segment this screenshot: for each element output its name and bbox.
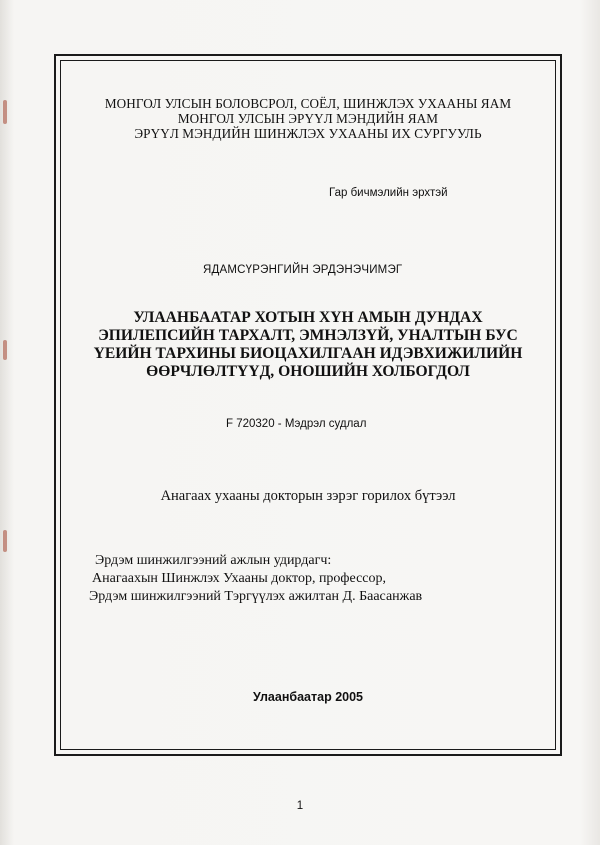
advisor-line: Эрдэм шинжилгээний Тэргүүлэх ажилтан Д. Баасанжав [89, 589, 423, 604]
advisor-block [89, 552, 423, 606]
institution-header [60, 96, 556, 141]
institution-line: ЭРҮҮЛ МЭНДИЙН ШИНЖЛЭХ УХААНЫ ИХ СУРГУУЛЬ [134, 126, 482, 141]
title-line: ҮЕИЙН ТАРХИНЫ БИОЦАХИЛГААН ИДЭВХИЖИЛИЙН [93, 345, 523, 362]
title-line: ӨӨРЧЛӨЛТҮҮД, ОНОШИЙН ХОЛБОГДОЛ [146, 363, 470, 380]
binder-mark [3, 340, 7, 360]
author-name: ЯДАМСҮРЭНГИЙН ЭРДЭНЭЧИМЭГ [203, 264, 403, 276]
title-line: ЭПИЛЕПСИЙН ТАРХАЛТ, ЭМНЭЛЗҮЙ, УНАЛТЫН БУС [98, 327, 518, 344]
institution-line: МОНГОЛ УЛСЫН БОЛОВСРОЛ, СОЁЛ, ШИНЖЛЭХ УХААНЫ ЯАМ [104, 96, 512, 111]
city-year: Улаанбаатар 2005 [253, 690, 363, 704]
title-line: УЛААНБААТАР ХОТЫН ХҮН АМЫН ДУНДАХ [133, 309, 483, 326]
advisor-line: Анагаахын Шинжлэх Ухааны доктор, профессор, [92, 571, 386, 586]
binder-mark [3, 530, 7, 552]
page-number: 1 [296, 800, 304, 812]
specialty-code: F 720320 - Мэдрэл судлал [226, 418, 367, 430]
advisor-line: Эрдэм шинжилгээний ажлын удирдагч: [95, 553, 332, 568]
inner-border-frame [60, 60, 556, 750]
dissertation-title [72, 309, 544, 381]
manuscript-rights-note: Гар бичмэлийн эрхтэй [329, 187, 448, 199]
binder-mark [3, 100, 7, 124]
institution-line: МОНГОЛ УЛСЫН ЭРҮҮЛ МЭНДИЙН ЯАМ [177, 111, 439, 126]
degree-statement: Анагаах ухааны докторын зэрэг горилох бүтээл [160, 488, 456, 504]
